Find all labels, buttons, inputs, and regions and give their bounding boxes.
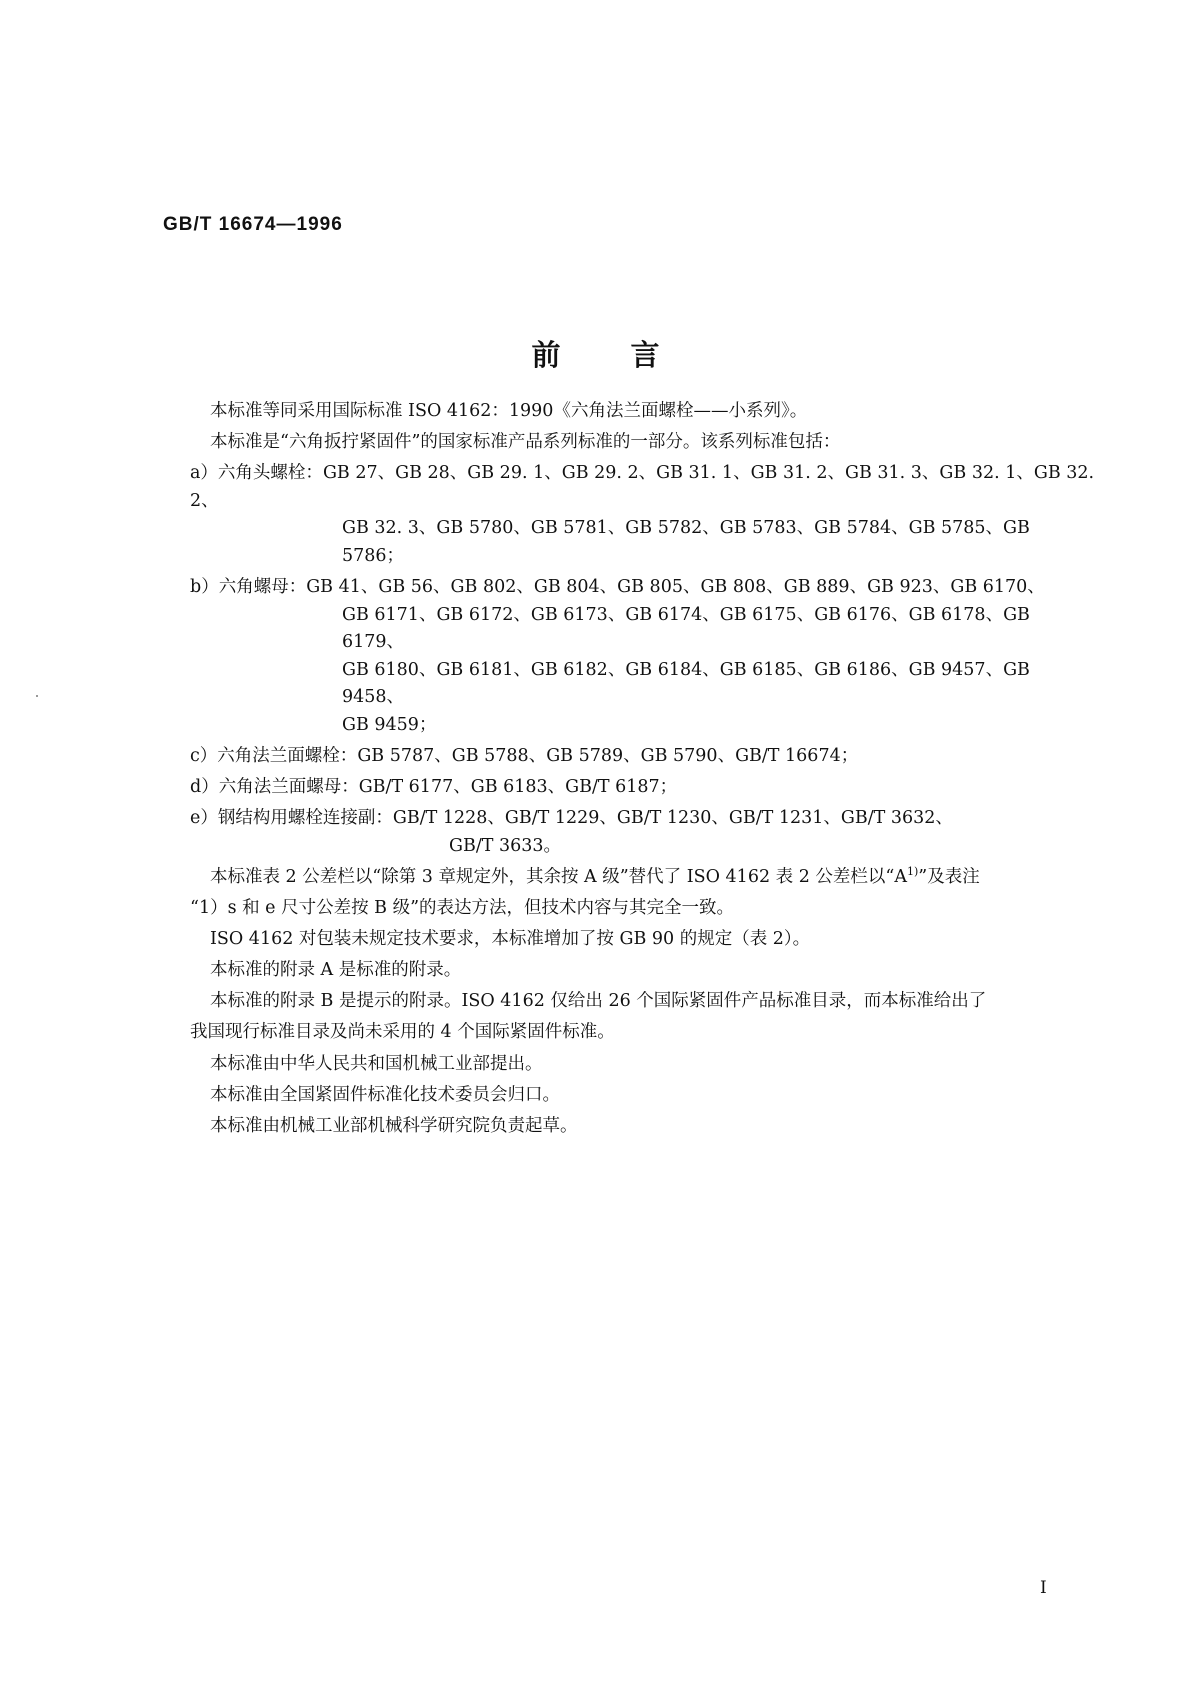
- paragraph-tolerance: [190, 864, 1095, 892]
- list-label-e: e）钢结构用螺栓连接副：: [190, 808, 393, 829]
- paragraph-drafter: 本标准由机械工业部机械科学研究院负责起草。: [210, 1115, 578, 1136]
- list-b-line-4: GB 9459；: [342, 715, 437, 736]
- list-b-line-3: GB 6180、GB 6181、GB 6182、GB 6184、GB 6185、GB 6186、GB 9457、GB 9458、: [342, 659, 1030, 708]
- list-item-a: [190, 460, 1095, 570]
- list-label-c: c）六角法兰面螺栓：: [190, 746, 358, 767]
- list-e-line-1: GB/T 1228、GB/T 1229、GB/T 1230、GB/T 1231、GB/T 3632、: [392, 808, 953, 829]
- list-label-d: d）六角法兰面螺母：: [190, 777, 359, 798]
- list-a-line-1: GB 27、GB 28、GB 29. 1、GB 29. 2、GB 31. 1、GB 31. 2、GB 31. 3、GB 32. 1、GB 32. 2、: [190, 463, 1095, 511]
- document-code: GB/T 16674—1996: [163, 214, 343, 235]
- paragraph-annex-a: 本标准的附录 A 是标准的附录。: [210, 960, 462, 981]
- list-item-d: [190, 774, 1095, 802]
- footnote-ref: 1): [907, 865, 919, 879]
- paragraph-annex-b: 本标准的附录 B 是提示的附录。ISO 4162 仅给出 26 个国际紧固件产品标准目录，而本标准给出了: [210, 991, 987, 1012]
- scan-speck: [36, 695, 38, 697]
- title-char-1: 前: [531, 338, 561, 372]
- list-item-c: [190, 743, 1095, 771]
- list-c-line-1: GB 5787、GB 5788、GB 5789、GB 5790、GB/T 16674；: [357, 746, 859, 767]
- list-item-e: [190, 805, 1095, 860]
- paragraph-annex-b-cont: 我国现行标准目录及尚未采用的 4 个国际紧固件标准。: [190, 1022, 615, 1043]
- tolerance-text-1: 本标准表 2 公差栏以“除第 3 章规定外，其余按 A 级”替代了 ISO 4162 表 2 公差栏以“A: [210, 867, 907, 887]
- paragraph-adoption: 本标准等同采用国际标准 ISO 4162：1990《六角法兰面螺栓——小系列》。: [210, 401, 808, 421]
- list-d-line-1: GB/T 6177、GB 6183、GB/T 6187；: [358, 777, 678, 798]
- list-label-a: a）六角头螺栓：: [190, 463, 323, 484]
- paragraph-proposer: 本标准由中华人民共和国机械工业部提出。: [210, 1053, 543, 1074]
- list-e-line-2: GB/T 3633。: [449, 835, 562, 856]
- list-a-line-2: GB 32. 3、GB 5780、GB 5781、GB 5782、GB 5783、GB 5784、GB 5785、GB 5786；: [342, 518, 1030, 566]
- tolerance-text-2: ”及表注: [918, 867, 980, 887]
- foreword-body: [190, 398, 1095, 1144]
- list-b-line-1: GB 41、GB 56、GB 802、GB 804、GB 805、GB 808、GB 889、GB 923、GB 6170、: [306, 577, 1045, 598]
- paragraph-packaging: ISO 4162 对包装未规定技术要求，本标准增加了按 GB 90 的规定（表 2）。: [210, 929, 811, 950]
- page-title: [0, 333, 1191, 374]
- list-label-b: b）六角螺母：: [190, 577, 307, 598]
- page-number: I: [1040, 1578, 1047, 1598]
- title-char-2: 言: [630, 338, 660, 372]
- list-item-b: [190, 574, 1095, 740]
- paragraph-committee: 本标准由全国紧固件标准化技术委员会归口。: [210, 1084, 560, 1105]
- paragraph-series: 本标准是“六角扳拧紧固件”的国家标准产品系列标准的一部分。该系列标准包括：: [210, 432, 841, 453]
- list-b-line-2: GB 6171、GB 6172、GB 6173、GB 6174、GB 6175、GB 6176、GB 6178、GB 6179、: [342, 604, 1030, 653]
- paragraph-tolerance-cont: “1）s 和 e 尺寸公差按 B 级”的表达方法，但技术内容与其完全一致。: [190, 898, 735, 919]
